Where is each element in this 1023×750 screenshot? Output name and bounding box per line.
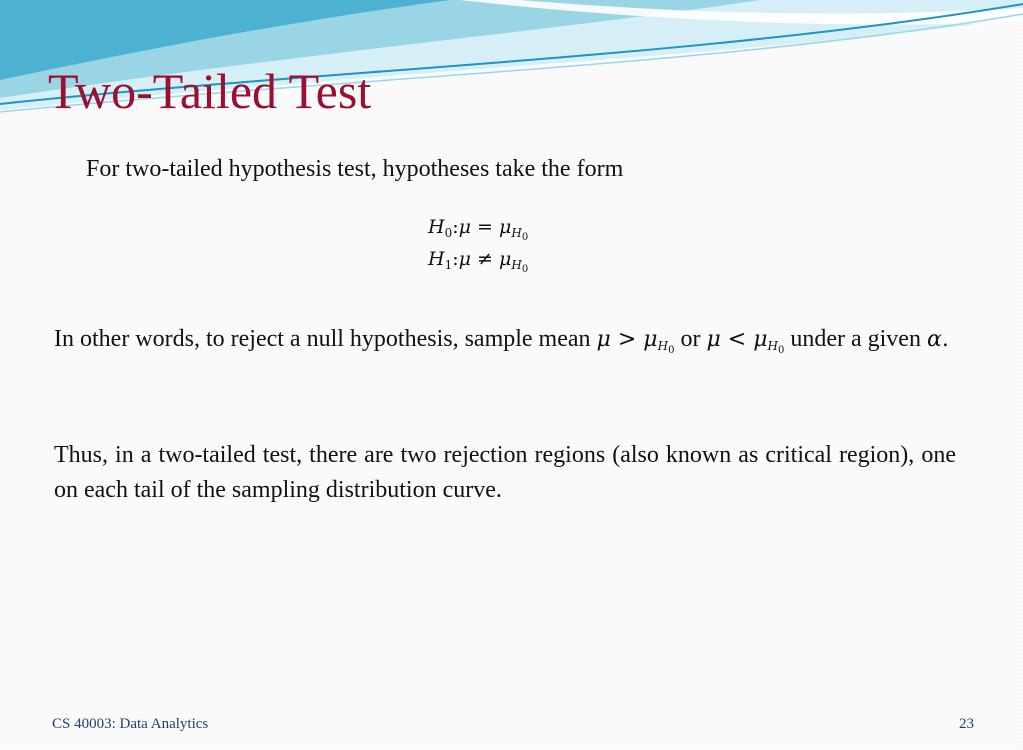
alternative-hypothesis: $H_1:\mu \ne \mu_{H_0}$ <box>428 248 529 275</box>
rejection-regions-paragraph: Thus, in a two-tailed test, there are two rejection regions (also known as critical region), one on each tail of the sampling distribution curve. <box>54 442 956 503</box>
slide-number: 23 <box>959 716 974 732</box>
intro-text: For two-tailed hypothesis test, hypotheses take the form <box>86 156 624 182</box>
footer-course-name: CS 40003: Data Analytics <box>52 716 209 732</box>
slide-title: Two-Tailed Test <box>48 63 372 119</box>
null-hypothesis: $H_0:\mu = \mu_{H_0}$ <box>428 216 529 243</box>
rejection-condition-paragraph: In other words, to reject a null hypothesis, sample mean $\mu > \mu_{H_0}$ or $\mu < \mu_{H_0}$ under a given α. <box>54 326 949 356</box>
hypotheses-block <box>428 211 528 275</box>
